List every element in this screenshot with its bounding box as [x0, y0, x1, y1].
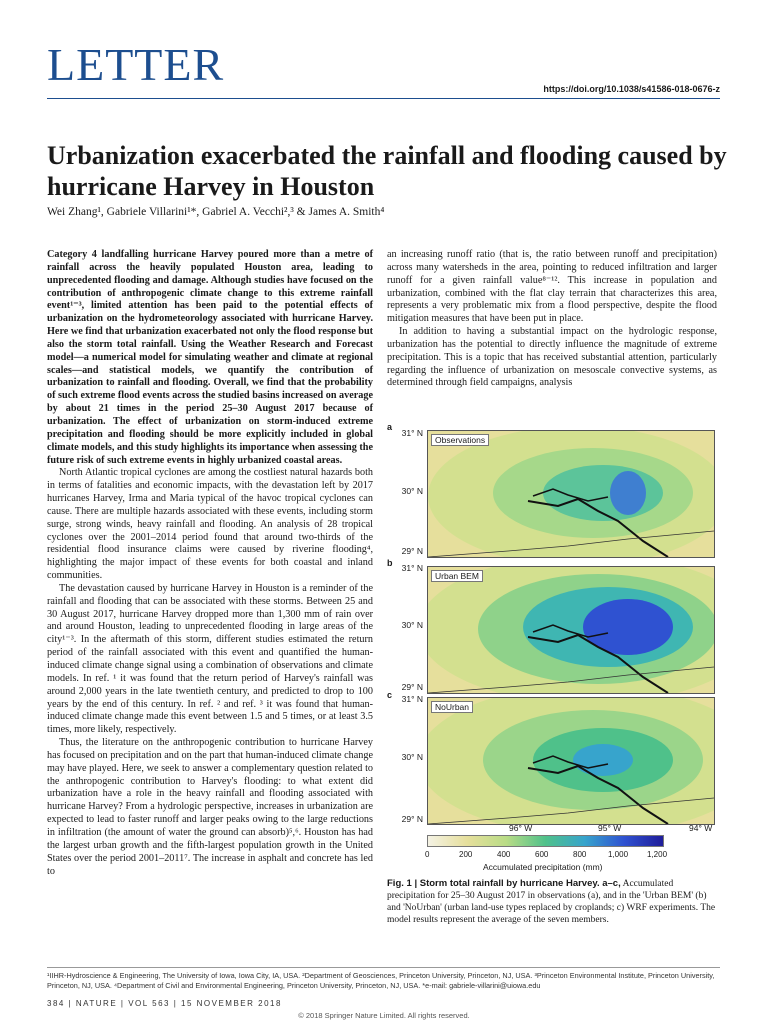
lat-label: 29° N [401, 814, 423, 824]
rainfall-map [428, 698, 714, 824]
left-column [47, 249, 373, 878]
lon-label: 95° W [598, 823, 622, 833]
rainfall-map [428, 567, 714, 693]
panel-letter: b [387, 558, 393, 568]
lat-label: 29° N [401, 546, 423, 556]
figure-1 [387, 422, 717, 872]
body-paragraph: an increasing runoff ratio (that is, the ratio between runoff and precipitation) across many watersheds in the area, pointing to reduced infiltration and larger runoff for a given rainfall value⁸⁻¹². This increase in population and urbanization, combined with the flat clay terrain that characterizes this area, represents a very problematic mix from a flood perspective, despite the flood mitigation measures that have been put in place. [387, 249, 717, 325]
caption-lead: Fig. 1 | Storm total rainfall by hurricane Harvey. a–c, [387, 878, 621, 889]
colorbar-tick: 600 [535, 850, 549, 859]
panel-label: NoUrban [431, 701, 473, 713]
body-paragraph: North Atlantic tropical cyclones are among the costliest natural hazards both in terms of fatalities and economic impacts, with the devastation left by 2017 hurricanes Harvey, Irma and Maria typical of the havoc tropical cyclones can cause. There are multiple hazards associated with these events, including storm surge, strong winds, heavy rainfall and flooding. An analysis of 28 tropical cyclones over the 2001–2014 period found that around two-thirds of the residential flood insurance claims were caused by riverine flooding⁴, highlighting the major impact of these events for both coastal and inland communities. [47, 467, 373, 582]
colorbar-tick: 400 [497, 850, 511, 859]
section-label: LETTER [47, 39, 225, 90]
copyright: © 2018 Springer Nature Limited. All rights reserved. [298, 1011, 470, 1020]
lat-label: 30° N [401, 752, 423, 762]
body-paragraph: Thus, the literature on the anthropogenic contribution to hurricane Harvey has focused on precipitation and on the part that human-induced climate change may have played. Here, we seek to answer a complementary question related to the anthropogenic contribution to Harvey's flooding: to what extent did urbanization have a role in the heavy rainfall and flooding associated with hurricane Harvey? From a hydrologic perspective, increases in urbanization are expected to lead to faster runoff and larger peaks owing to the large reductions in infiltration (the amount of water the ground can absorb)⁵,⁶. Houston has had the largest urban growth and the fifth-largest population growth in the United States over the period 2001–2011⁷. The increase in asphalt and concrete has led to [47, 737, 373, 877]
page-footer: 384 | NATURE | VOL 563 | 15 NOVEMBER 2018 [47, 999, 282, 1008]
abstract: Category 4 landfalling hurricane Harvey poured more than a metre of rainfall across the heavily populated Houston area, leading to unprecedented flooding and damage. Although studies have focused on the contribution of anthropogenic climate change to this extreme rainfall event¹⁻³, limited attention has been paid to the potential effects of urbanization on the hydrometeorology associated with hurricane Harvey. Here we find that urbanization exacerbated not only the flood response but also the storm total rainfall. Using the Weather Research and Forecast model—a numerical model for simulating weather and climate at regional scales—and statistical models, we quantify the contribution of urbanization to rainfall and flooding. Overall, we find that the probability of such extreme flood events across the studied basins increased on average by about 21 times in the period 25–30 August 2017 because of urbanization. The effect of urbanization on storm-induced extreme precipitation and flooding should be more explicitly included in global climate models, and this study highlights its importance when assessing the future risk of such extreme events in highly urbanized coastal areas. [47, 249, 373, 466]
map-panel-observations [427, 430, 715, 558]
rainfall-map [428, 431, 714, 557]
colorbar [427, 835, 664, 847]
lat-label: 31° N [401, 563, 423, 573]
lat-label: 31° N [401, 694, 423, 704]
doi-link[interactable]: https://doi.org/10.1038/s41586-018-0676-z [543, 84, 720, 94]
body-paragraph: In addition to having a substantial impact on the hydrologic response, urbanization has the potential to directly influence the magnitude of extreme precipitation. This is a topic that has received substantial attention, particularly regarding the influence of urbanization on mesoscale convective systems, as determined through field campaigns, analysis [387, 326, 717, 389]
map-panel-nourban [427, 697, 715, 825]
author-list: Wei Zhang¹, Gabriele Villarini¹*, Gabriel A. Vecchi²,³ & James A. Smith⁴ [47, 206, 385, 218]
lat-label: 30° N [401, 620, 423, 630]
map-panel-urban-bem [427, 566, 715, 694]
colorbar-tick: 800 [573, 850, 587, 859]
panel-label: Observations [431, 434, 489, 446]
footnote-rule [47, 967, 720, 968]
colorbar-tick: 200 [459, 850, 473, 859]
colorbar-tick: 1,200 [647, 850, 668, 859]
panel-letter: c [387, 690, 393, 700]
right-column [387, 249, 717, 390]
lat-label: 30° N [401, 486, 423, 496]
affiliations: ¹IIHR-Hydroscience & Engineering, The University of Iowa, Iowa City, IA, USA. ²Department of Geosciences, Princeton University, Princeton, NJ, USA. ³Princeton Environmental Institute, Princeton University, Princeton, NJ, USA. ⁴Department of Civil and Environmental Engineering, Princeton University, Princeton, NJ, USA. *e-mail: gabriele-villarini@uiowa.edu [47, 971, 715, 990]
colorbar-tick: 0 [425, 850, 430, 859]
lat-label: 31° N [401, 428, 423, 438]
lon-label: 96° W [509, 823, 533, 833]
colorbar-label: Accumulated precipitation (mm) [483, 862, 603, 872]
lon-label: 94° W [689, 823, 713, 833]
header-rule [47, 98, 720, 99]
lat-label: 29° N [401, 682, 423, 692]
panel-letter: a [387, 422, 393, 432]
figure-caption [387, 878, 717, 926]
caption-text: Accumulated precipitation for 25–30 August 2017 in observations (a), and in the 'Urban BEM' (b) and 'NoUrban' (urban land-use types replaced by croplands; c) WRF experiments. The model results represent the average of the seven members. [387, 879, 716, 925]
article-title: Urbanization exacerbated the rainfall and flooding caused by hurricane Harvey in Houston [47, 141, 727, 201]
colorbar-tick: 1,000 [608, 850, 629, 859]
body-paragraph: The devastation caused by hurricane Harvey in Houston is a reminder of the rainfall and flooding that can be associated with these storms. Between 25 and 30 August 2017, hurricane Harvey dropped more than 1,300 mm of rain over and around Houston, leading to unprecedented flooding in large areas of the city¹⁻³. In the aftermath of this storm, different studies estimated the return period of the rainfall associated with this event and quantified the human-induced climate change signal using a combination of observations and climate models. In ref. ¹ it was found that the return period of Harvey's rainfall was around 2,000 years in the late twentieth century, and predicted to drop to 100 years by the end of this century. In ref. ² and ref. ³ it was found that human-induced climate change made this event between 1.5 and 5 times, or at least 3.5 times, more likely, respectively. [47, 582, 373, 736]
panel-label: Urban BEM [431, 570, 483, 582]
